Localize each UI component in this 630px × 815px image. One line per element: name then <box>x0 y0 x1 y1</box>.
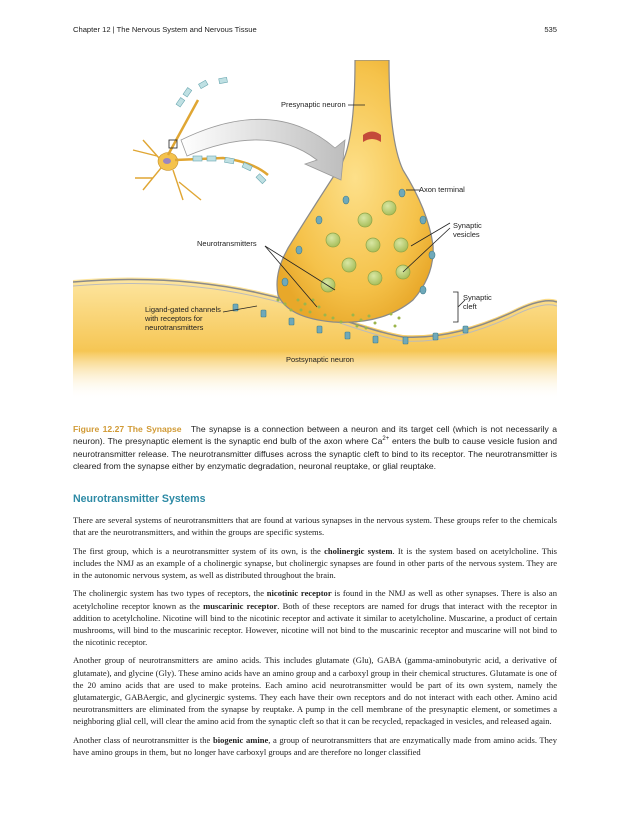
label-presynaptic-neuron: Presynaptic neuron <box>281 100 346 109</box>
label-neurotransmitters: Neurotransmitters <box>197 239 257 248</box>
term-nicotinic-receptor: nicotinic receptor <box>266 588 332 599</box>
label-ligand-gated-line2: with receptors for <box>145 314 203 323</box>
chapter-title: Chapter 12 | The Nervous System and Nervous Tissue <box>73 25 257 34</box>
paragraph-4: Another group of neurotransmitters are amino acids. This includes glutamate (Glu), GABA (gamma-aminobutyric acid, a derivative of glutamate), and glycine (Gly). These amino acids have an amino group and a carboxyl group in their chemical structures. Glutamate is one of the 20 amino acids that are used to make proteins. Each amino acid neurotransmitter would be part of its own system, namely the glutamatergic, GABAergic, and glycinergic systems. They each have their own receptors and do not interact with each other. Amino acid neurotransmitters are eliminated from the synapse by reuptake. A pump in the cell membrane of the presynaptic element, or sometimes a neighboring glial cell, will clear the amino acid from the synaptic cleft so that it can be recycled, repackaged in vesicles, and released again. <box>73 655 557 726</box>
label-axon-terminal: Axon terminal <box>419 185 465 194</box>
paragraph-3 <box>73 587 557 647</box>
label-synaptic-vesicles-line1: Synaptic <box>453 221 482 230</box>
paragraph-1: There are several systems of neurotransmitters that are found at various synapses in the nervous system. These groups refer to the chemicals that are the neurotransmitters, and within the groups are specific systems. <box>73 515 557 538</box>
term-muscarinic-receptor: muscarinic receptor <box>203 600 278 611</box>
paragraph-5 <box>73 734 557 758</box>
caption-text-end: enters the bulb to cause vesicle fusion and neurotransmitter release. The neurotransmitter diffuses across the synaptic cleft to bind to its receptor. The neurotransmitter is cleared from the synapse either by enzymatic degradation, neuronal reuptake, or glial reuptake. <box>73 436 558 471</box>
figure-caption <box>73 423 557 472</box>
label-synaptic-cleft-line1: Synaptic <box>463 293 492 302</box>
label-ligand-gated-line1: Ligand-gated channels <box>145 305 221 314</box>
label-postsynaptic-neuron: Postsynaptic neuron <box>286 355 354 364</box>
synapse-figure <box>73 60 557 400</box>
page-number: 535 <box>544 25 557 34</box>
synapse-illustration <box>73 60 557 400</box>
p5-text-a: Another class of neurotransmitter is the <box>73 734 213 745</box>
body-text <box>73 514 557 764</box>
label-synaptic-cleft-line2: cleft <box>463 302 477 311</box>
paragraph-2 <box>73 545 557 581</box>
label-synaptic-vesicles-line2: vesicles <box>453 230 480 239</box>
p5-text-b: , a group of neurotransmitters that are enzymatically made from amino acids. They have amino groups in them, but no longer have carboxyl groups and are therefore no longer classified <box>73 734 557 757</box>
term-cholinergic-system: cholinergic system <box>324 545 393 556</box>
figure-label: Figure 12.27 The Synapse <box>73 424 182 434</box>
caption-text-start: The synapse is a connection between a neuron and its target cell (which is not necessarily a neuron). The presynaptic element is the synaptic end bulb of the axon where Ca <box>73 424 558 447</box>
term-biogenic-amine: biogenic amine <box>212 734 269 745</box>
p3-text-c: . Both of these receptors are named for drugs that interact with the receptor in addition to acetylcholine. Nicotine will bind to the nicotinic receptor and activate it similar to acetylcholine. Muscarine, a product of certain mushrooms, will bind to the muscarinic receptor. However, nicotine will not bind to the muscarinic receptor and muscarine will not bind to the nicotinic receptor. <box>73 600 557 647</box>
p2-text-b: . It is the system based on acetylcholine. This includes the NMJ as an example of a cholinergic synapse, but cholinergic synapses are found in other parts of the nervous system. They are in the autonomic nervous system, as well as distributed throughout the brain. <box>73 545 557 580</box>
p3-text-a: The cholinergic system has two types of receptors, the <box>73 588 267 599</box>
p3-text-b: is found in the NMJ as well as other synapses. There is also an acetylcholine receptor known as the <box>73 588 557 611</box>
label-ligand-gated-line3: neurotransmitters <box>145 323 204 332</box>
caption-superscript: 2+ <box>382 436 390 443</box>
p2-text-a: The first group, which is a neurotransmitter system of its own, is the <box>73 545 325 556</box>
section-heading: Neurotransmitter Systems <box>73 493 206 505</box>
